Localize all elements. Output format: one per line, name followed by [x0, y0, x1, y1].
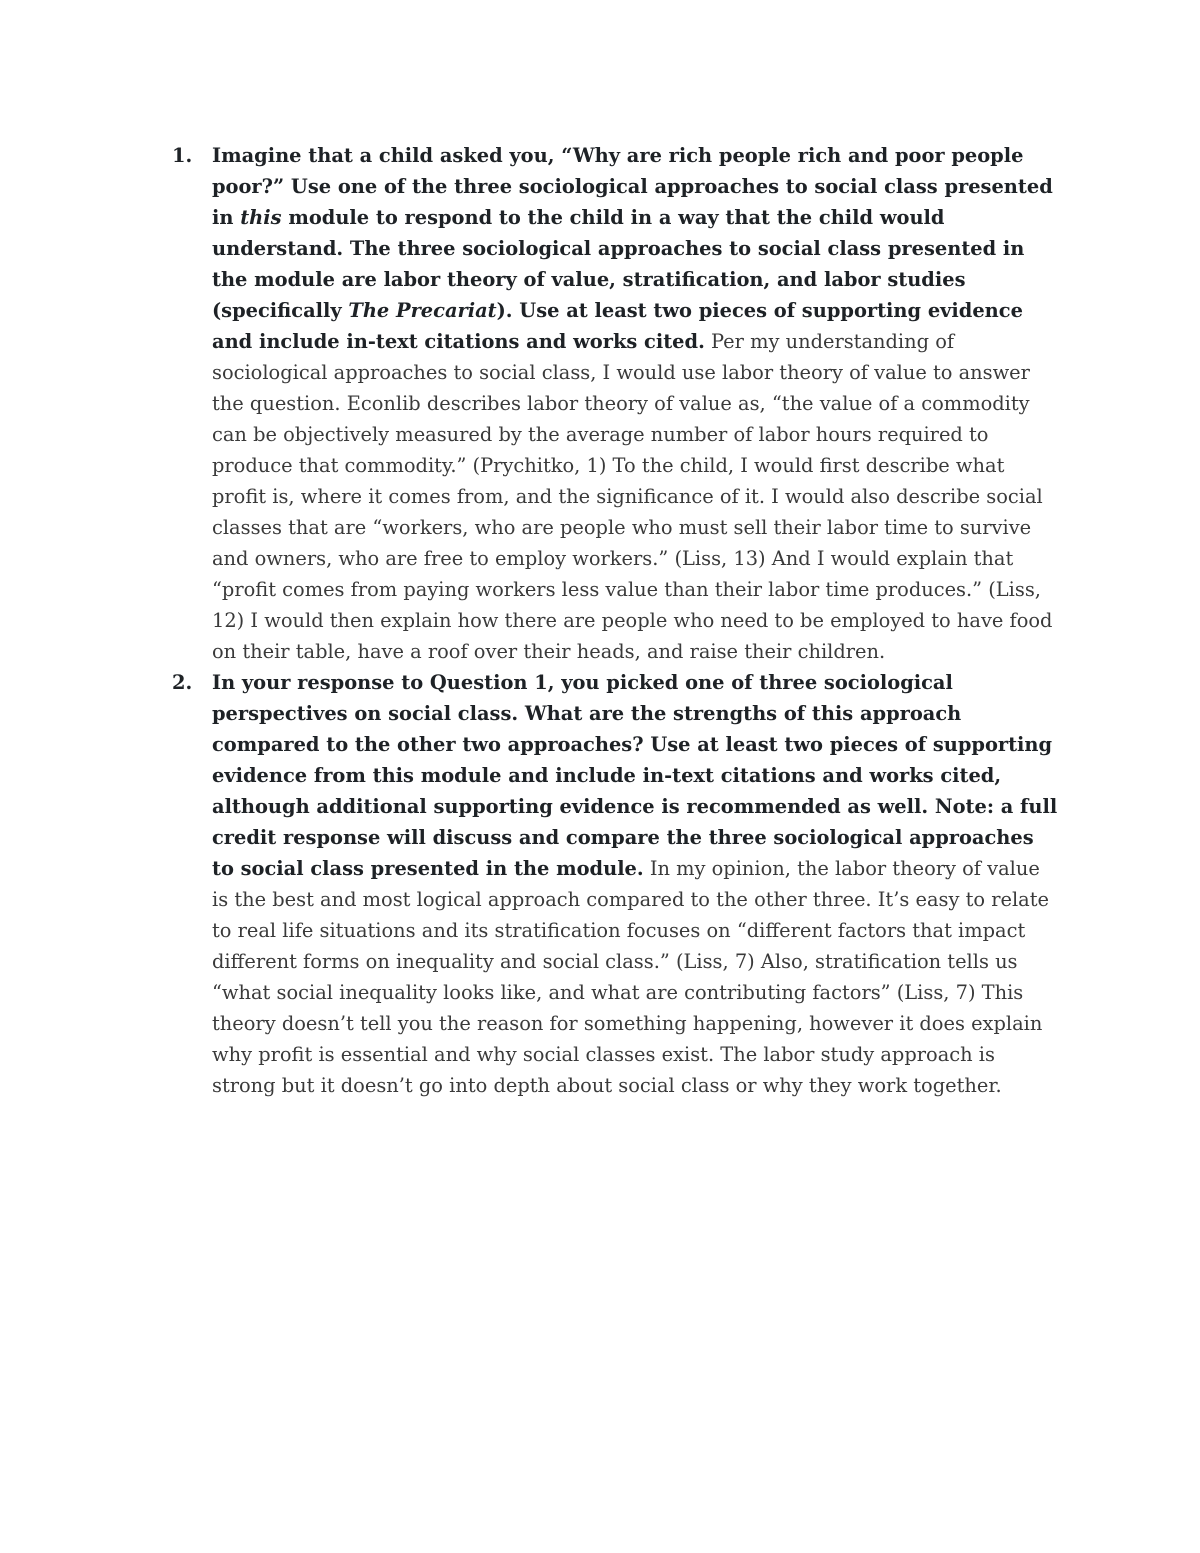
list-number: 2. [172, 671, 193, 694]
question-text [212, 144, 1053, 353]
document-body [172, 140, 1062, 1101]
question-list [172, 140, 1062, 1101]
list-item [172, 667, 1062, 1101]
question-emphasis: this [240, 206, 282, 229]
answer-text: Per my understanding of sociological approaches to social class, I would use labor theory of value to answer the question. Econlib describes labor theory of value as, “the value of a commodity can be objectively measured by the average number of labor hours required to produce that commodity.” (Prychitko, 1) To the child, I would first describe what profit is, where it comes from, and the significance of it. I would also describe social classes that are “workers, who are people who must sell their labor time to survive and owners, who are free to employ workers.” (Liss, 13) And I would explain that “profit comes from paying workers less value than their labor time produces.” (Liss, 12) I would then explain how there are people who need to be employed to have food on their table, have a roof over their heads, and raise their children. [212, 330, 1053, 663]
question-segment: module to respond to the child in a way that the child would understand. The three sociological approaches to social class presented in the module are labor theory of value, stratification, and labor studies (specifically [212, 206, 1025, 322]
question-book-title: The Precariat [348, 299, 497, 322]
answer-text: In my opinion, the labor theory of value is the best and most logical approach compared to the other three. It’s easy to relate to real life situations and its stratification focuses on “different factors that impact different forms on inequality and social class.” (Liss, 7) Also, stratification tells us “what social inequality looks like, and what are contributing factors” (Liss, 7) This theory doesn’t tell you the reason for something happening, however it does explain why profit is essential and why social classes exist. The labor study approach is strong but it doesn’t go into depth about social class or why they work together. [212, 857, 1049, 1097]
list-item [172, 140, 1062, 667]
question-segment: Imagine that a child asked you, “Why are rich people rich and poor people poor?” Use one of the three sociological approaches to social class presented in [212, 144, 1053, 229]
list-number: 1. [172, 144, 193, 167]
question-text: In your response to Question 1, you picked one of three sociological perspectives on social class. What are the strengths of this approach compared to the other two approaches? Use at least two pieces of supporting evidence from this module and include in-text citations and works cited, although additional supporting evidence is recommended as well. Note: a full credit response will discuss and compare the three sociological approaches to social class presented in the module. [212, 671, 1058, 880]
question-segment: ). Use at least two pieces of supporting evidence and include in-text citations and works cited. [212, 299, 1023, 353]
